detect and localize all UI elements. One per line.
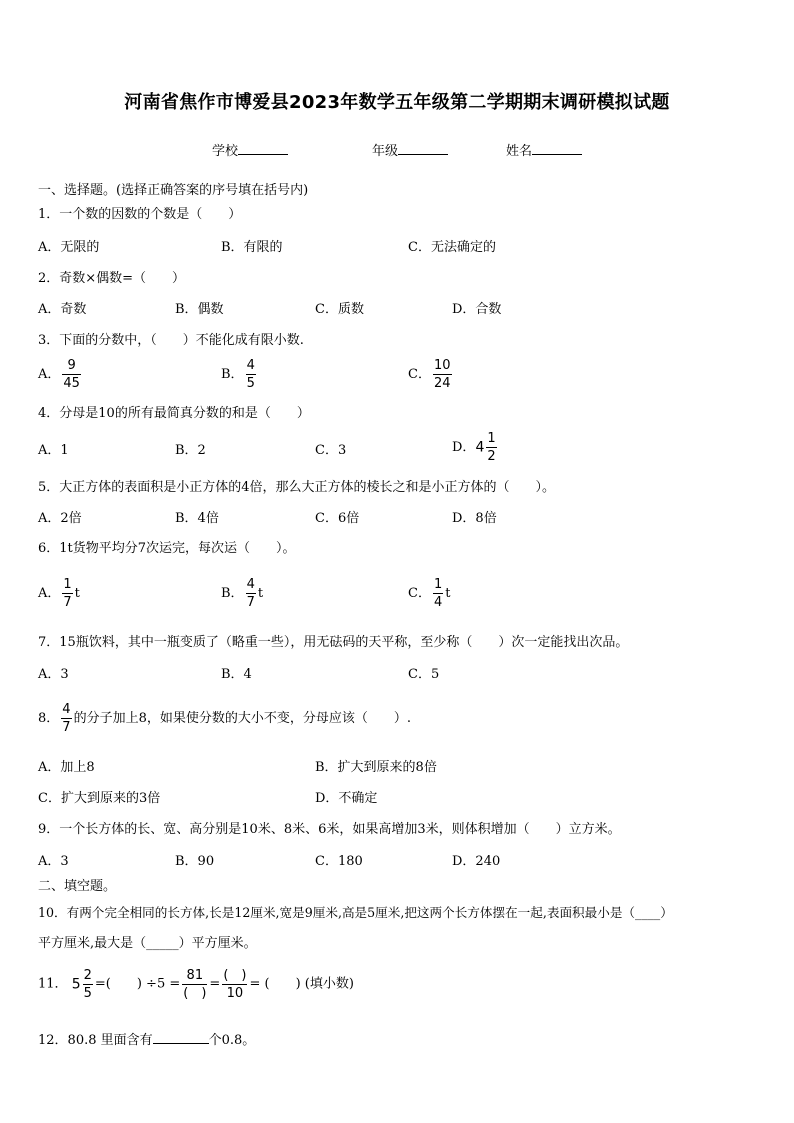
q6-a-fraction: $\frac{1}{7}$ [63,577,72,610]
section-2-heading: 二、填空题。 [38,879,117,894]
q10-line-1: 10．有两个完全相同的长方体,长是12厘米,宽是9厘米,高是5厘米,把这两个长方体摆在一起,表面积最小是（____） [38,905,673,920]
q11-fraction-2: $\frac{81}{( )}$ [183,968,207,1001]
name-label: 姓名 [506,144,533,159]
q2-option-c[interactable]: C．质数 [315,302,364,317]
q3-b-label: B． [221,367,244,382]
q9-option-a[interactable]: A．3 [38,854,69,869]
q8-option-c[interactable]: C．扩大到原来的3倍 [38,791,161,806]
q6-option-a[interactable] [38,577,80,610]
q2-option-a[interactable]: A．奇数 [38,302,87,317]
q6-c-fraction: $\frac{1}{4}$ [433,577,443,610]
q1-option-c[interactable]: C．无法确定的 [408,240,496,255]
q9-option-c[interactable]: C．180 [315,854,363,869]
q1-option-a[interactable]: A．无限的 [38,240,100,255]
q9-stem: 9．一个长方体的长、宽、高分别是10米、8米、6米，如果高增加3米，则体积增加（ ）立方米。 [38,822,621,837]
q6-a-unit: t [74,586,80,601]
q8-stem [38,702,411,735]
q4-option-c[interactable]: C．3 [315,443,347,458]
q6-b-label: B． [221,586,244,601]
q8-text: 的分子加上8，如果使分数的大小不变，分母应该（ ）. [73,711,411,726]
q4-option-b[interactable]: B．2 [175,443,206,458]
q7-option-b[interactable]: B．4 [221,667,252,682]
q6-a-label: A． [38,586,61,601]
q3-option-c[interactable] [408,358,454,391]
q3-a-label: A． [38,367,61,382]
q11-fraction-1: $\frac{2}{5}$ [83,968,92,1001]
q11-equals: = [209,976,221,992]
q4-stem: 4．分母是10的所有最简真分数的和是（ ） [38,406,310,421]
grade-label: 年级 [372,144,399,159]
q11-number: 11． [38,976,68,992]
q5-option-b[interactable]: B．4倍 [175,511,219,526]
q12-blank[interactable] [153,1031,209,1044]
q2-option-b[interactable]: B．偶数 [175,302,224,317]
q6-option-c[interactable] [408,577,450,610]
q6-c-unit: t [445,586,451,601]
q12-text-1: 12．80.8 里面含有 [38,1033,153,1048]
q7-option-a[interactable]: A．3 [38,667,69,682]
q11-fraction-3: $\frac{( )}{10}$ [223,968,247,1001]
q5-option-d[interactable]: D．8倍 [452,511,497,526]
school-label: 学校 [212,144,239,159]
school-field[interactable] [212,142,288,160]
q8-fraction: $\frac{4}{7}$ [62,702,71,735]
q3-c-fraction: $\frac{10}{24}$ [433,358,451,391]
q11-blank-2: = ( ) (填小数) [249,976,354,992]
q3-c-label: C． [408,367,431,382]
q10-line-2: 平方厘米,最大是（_____）平方厘米。 [38,936,257,951]
q3-a-fraction: $\frac{9}{45}$ [63,358,80,391]
page-title: 河南省焦作市博爱县2023年数学五年级第二学期期末调研模拟试题 [124,92,670,113]
name-field[interactable] [506,142,582,160]
q8-number: 8． [38,711,60,726]
q11-blank-1: =( ) ÷5 = [94,976,181,992]
q2-option-d[interactable]: D．合数 [452,302,502,317]
q8-option-a[interactable]: A．加上8 [38,760,95,775]
q6-b-unit: t [257,586,264,601]
q3-option-a[interactable] [38,358,83,391]
q4-d-whole: 4 [475,439,485,456]
q3-b-fraction: $\frac{4}{5}$ [246,358,255,391]
q12-row [38,1031,255,1049]
q3-option-b[interactable] [221,358,258,391]
q6-c-label: C． [408,586,431,601]
section-1-heading: 一、选择题。(选择正确答案的序号填在括号内) [38,183,309,198]
grade-field[interactable] [372,142,448,160]
q2-stem: 2．奇数×偶数=（ ） [38,271,186,286]
q6-stem: 6．1t货物平均分7次运完，每次运（ ）。 [38,541,296,556]
q9-option-b[interactable]: B．90 [175,854,215,869]
q11-whole: 5 [71,976,81,993]
q11-row [38,968,354,1001]
q5-stem: 5．大正方体的表面积是小正方体的4倍，那么大正方体的棱长之和是小正方体的（ ）。 [38,480,556,495]
q5-option-c[interactable]: C．6倍 [315,511,360,526]
q4-d-fraction: $\frac{1}{2}$ [487,431,496,464]
q4-option-a[interactable]: A．1 [38,443,69,458]
q8-option-b[interactable]: B．扩大到原来的8倍 [315,760,437,775]
q5-option-a[interactable]: A．2倍 [38,511,82,526]
q6-b-fraction: $\frac{4}{7}$ [246,577,255,610]
q7-option-c[interactable]: C．5 [408,667,440,682]
q6-option-b[interactable] [221,577,263,610]
q1-stem: 1．一个数的因数的个数是（ ） [38,207,242,222]
q4-option-d[interactable] [452,431,499,464]
q1-option-b[interactable]: B．有限的 [221,240,283,255]
q3-stem: 3．下面的分数中，（ ）不能化成有限小数. [38,333,304,348]
q7-stem: 7．15瓶饮料，其中一瓶变质了（略重一些），用无砝码的天平称，至少称（ ）次一定能找出次品。 [38,635,629,650]
q4-d-label: D． [452,440,476,455]
q12-text-2: 个0.8。 [208,1033,256,1048]
q8-option-d[interactable]: D．不确定 [315,791,378,806]
q9-option-d[interactable]: D．240 [452,854,501,869]
